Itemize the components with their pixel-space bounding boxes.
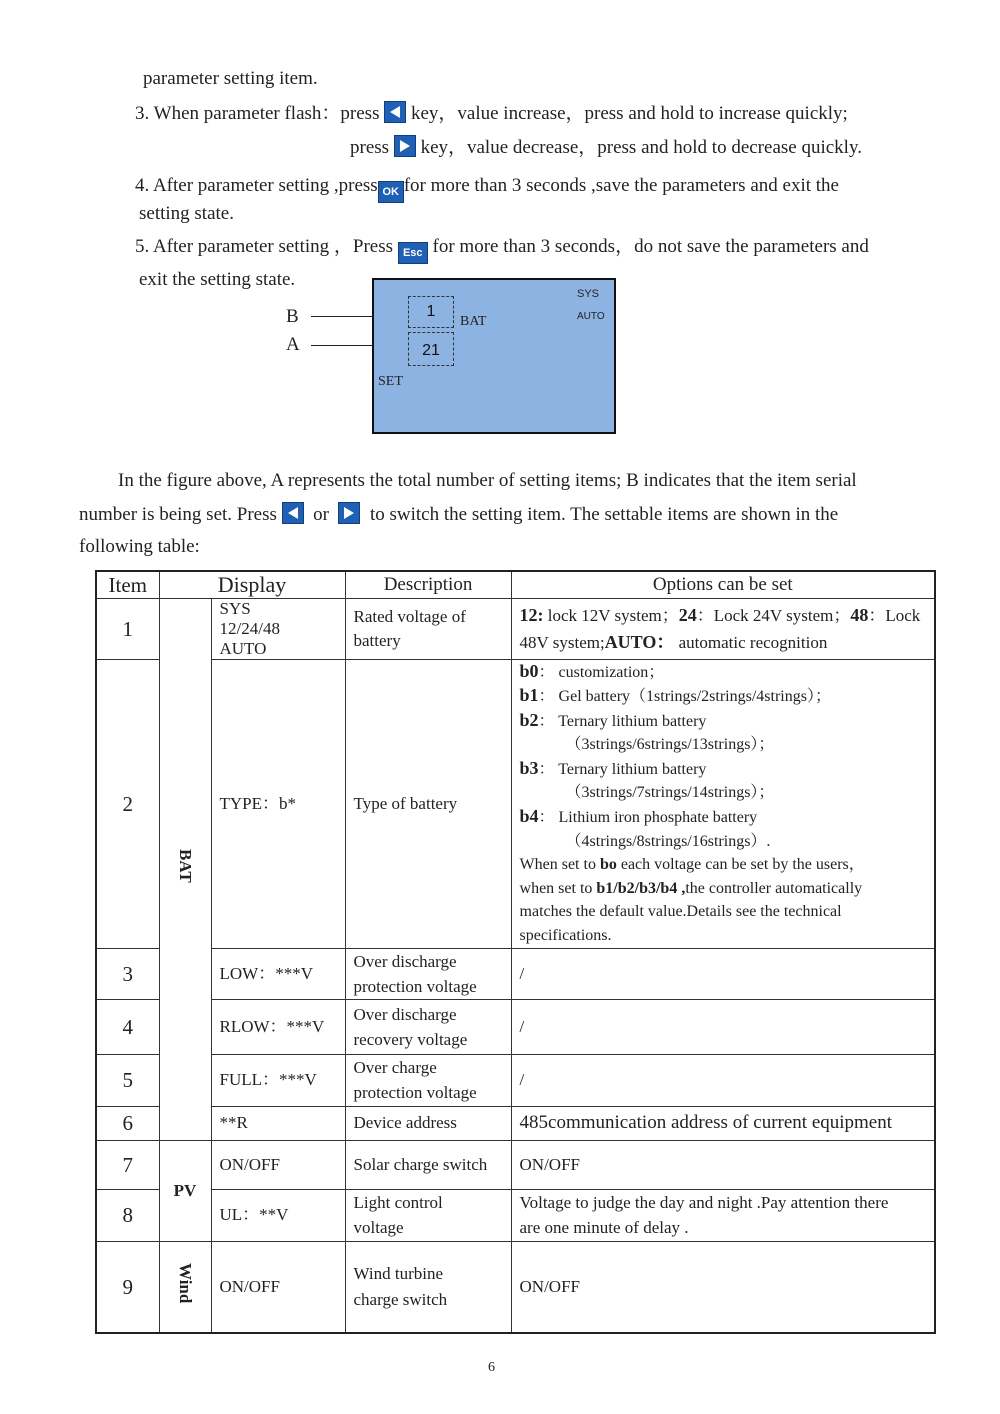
intro-line: parameter setting item. <box>143 68 318 89</box>
description-text: voltage <box>353 1218 404 1238</box>
step-number: 4. <box>135 175 150 196</box>
item-number: 1 <box>96 598 159 659</box>
option-text: ： Ternary lithium battery <box>538 712 707 730</box>
item-number: 8 <box>96 1189 159 1241</box>
option-text: ： Ternary lithium battery <box>538 760 707 778</box>
group-label: Wind <box>176 1263 195 1304</box>
option-line: matches the default value.Details see the technical <box>519 903 842 921</box>
step-5-cont: exit the setting state. <box>139 269 296 290</box>
label-b: B <box>286 306 299 327</box>
table-row <box>96 1054 935 1106</box>
paragraph-line <box>79 502 838 527</box>
description-text: Over charge <box>353 1058 437 1078</box>
paragraph-text: to switch the setting item. The settable items are shown in the <box>369 504 839 525</box>
lcd-set-label: SET <box>378 374 403 389</box>
option-text: ： Lithium iron phosphate battery <box>538 809 758 827</box>
description-cell <box>345 948 511 999</box>
group-label: BAT <box>176 848 195 883</box>
item-number: 6 <box>96 1106 159 1140</box>
option-text: lock 12V system； <box>543 605 679 625</box>
display-cell: FULL：***V <box>211 1054 345 1106</box>
option-text: are one minute of delay . <box>519 1218 689 1238</box>
option-text: Voltage to judge the day and night .Pay attention there <box>519 1193 889 1213</box>
option-text: each voltage can be set by the users， <box>616 856 865 874</box>
description-cell <box>345 999 511 1054</box>
table-row <box>96 1106 935 1140</box>
option-line <box>520 877 927 901</box>
option-key: b4 <box>519 806 539 827</box>
page-number: 6 <box>488 1360 495 1375</box>
label-a: A <box>286 334 300 355</box>
option-key: b1 <box>519 685 539 706</box>
table-row <box>96 659 935 948</box>
table-row <box>96 948 935 999</box>
display-cell: ON/OFF <box>211 1241 345 1333</box>
paragraph-line: following table: <box>79 536 200 557</box>
step-4-cont: setting state. <box>139 203 234 224</box>
options-cell <box>511 1189 935 1241</box>
right-arrow-key-icon <box>338 502 360 524</box>
display-cell: UL：**V <box>211 1189 345 1241</box>
option-key: b2 <box>519 709 539 730</box>
settings-table <box>95 570 936 1334</box>
table-row <box>96 598 935 659</box>
step-text: After parameter setting ,press <box>152 175 378 196</box>
option-key: b3 <box>519 757 539 778</box>
table-row <box>96 1140 935 1189</box>
option-line: （3strings/6strings/13strings）； <box>565 736 775 754</box>
options-cell: / <box>511 999 935 1054</box>
display-cell <box>211 598 345 659</box>
option-line: （3strings/7strings/14strings）； <box>565 784 775 802</box>
header-options: Options can be set <box>511 571 935 598</box>
step-3-cont <box>350 135 862 160</box>
options-cell: ON/OFF <box>511 1241 935 1333</box>
table-row <box>96 1241 935 1333</box>
table-row <box>96 1189 935 1241</box>
description-cell: Device address <box>345 1106 511 1140</box>
description-cell: Type of battery <box>345 659 511 948</box>
option-text: automatic recognition <box>674 632 828 652</box>
option-text: when set to <box>519 879 597 897</box>
display-cell: ON/OFF <box>211 1140 345 1189</box>
option-text: ： customization； <box>538 663 665 681</box>
description-text: protection voltage <box>353 976 477 996</box>
option-key: bo <box>599 856 617 874</box>
options-cell: / <box>511 948 935 999</box>
step-text: After parameter setting ，Press <box>152 236 394 257</box>
serial-number-box: 1 <box>408 296 454 328</box>
lcd-sys-label: SYS <box>577 288 600 300</box>
header-display: Display <box>159 571 345 598</box>
item-number: 2 <box>96 659 159 948</box>
table-row <box>96 999 935 1054</box>
group-label: PV <box>173 1180 197 1200</box>
header-item: Item <box>96 571 159 598</box>
description-text: Over discharge <box>353 951 457 971</box>
step-text: When parameter flash：press <box>153 103 380 124</box>
option-line: specifications. <box>519 927 612 945</box>
header-description: Description <box>345 571 511 598</box>
description-text: Light control <box>353 1193 443 1213</box>
step-text: press <box>350 137 390 158</box>
step-text: for more than 3 seconds，do not save the parameters and <box>432 236 869 257</box>
option-key: AUTO： <box>604 631 675 652</box>
paragraph-text: number is being set. Press <box>79 504 277 525</box>
display-cell: RLOW：***V <box>211 999 345 1054</box>
right-arrow-key-icon <box>394 135 416 157</box>
option-text: ：Lock 24V system； <box>696 605 851 625</box>
option-text: ：Lock <box>868 605 921 625</box>
options-cell <box>511 598 935 659</box>
esc-key-icon: Esc <box>398 242 428 264</box>
display-cell: **R <box>211 1106 345 1140</box>
option-key: b1/b2/b3/b4 , <box>596 879 686 897</box>
description-text: Over discharge <box>353 1004 457 1024</box>
description-cell <box>345 1241 511 1333</box>
option-text: the controller automatically <box>685 879 863 897</box>
option-line <box>520 660 927 685</box>
lcd-auto-label: AUTO <box>577 311 605 322</box>
item-number: 9 <box>96 1241 159 1333</box>
description-cell <box>345 1054 511 1106</box>
option-key: 24 <box>678 604 697 625</box>
option-key: 48 <box>850 604 869 625</box>
option-line <box>520 853 927 877</box>
option-key: b0 <box>519 660 539 681</box>
item-number: 4 <box>96 999 159 1054</box>
description-text: protection voltage <box>353 1083 477 1103</box>
lcd-bat-label: BAT <box>460 314 487 329</box>
paragraph-text: or <box>313 504 329 525</box>
option-key: 12: <box>519 604 544 625</box>
table-header-row <box>96 571 935 598</box>
options-cell: 485communication address of current equipment <box>511 1106 935 1140</box>
option-line: （4strings/8strings/16strings）. <box>565 832 771 850</box>
group-wind <box>159 1241 211 1333</box>
step-number: 3. <box>135 103 150 124</box>
item-number: 5 <box>96 1054 159 1106</box>
item-number: 3 <box>96 948 159 999</box>
description-cell <box>345 1189 511 1241</box>
options-cell: ON/OFF <box>511 1140 935 1189</box>
display-text: AUTO <box>219 638 267 658</box>
group-pv <box>159 1140 211 1241</box>
description-text: charge switch <box>353 1289 448 1309</box>
option-text: ： Gel battery（1strings/2strings/4strings）； <box>538 688 831 706</box>
group-bat <box>159 598 211 1140</box>
option-text: When set to <box>519 856 600 874</box>
step-5 <box>135 235 869 264</box>
description-cell: Rated voltage of battery <box>345 598 511 659</box>
display-text: 12/24/48 <box>219 618 280 638</box>
option-line <box>520 757 927 782</box>
description-text: Wind turbine <box>353 1263 444 1283</box>
step-4 <box>135 174 839 203</box>
left-arrow-key-icon <box>384 101 406 123</box>
option-line <box>520 684 927 709</box>
step-3 <box>135 101 848 126</box>
description-text: recovery voltage <box>353 1029 468 1049</box>
total-items-box: 21 <box>408 332 454 366</box>
option-text: 48V system; <box>519 632 605 652</box>
option-line <box>520 709 927 734</box>
options-cell: / <box>511 1054 935 1106</box>
item-number: 7 <box>96 1140 159 1189</box>
display-cell: TYPE：b* <box>211 659 345 948</box>
description-cell: Solar charge switch <box>345 1140 511 1189</box>
display-text: SYS <box>219 598 251 618</box>
option-line <box>520 805 927 830</box>
step-text: for more than 3 seconds ,save the parameters and exit the <box>403 175 839 196</box>
left-arrow-key-icon <box>282 502 304 524</box>
ok-key-icon: OK <box>378 181 404 203</box>
step-number: 5. <box>135 236 150 257</box>
step-text: key，value increase，press and hold to increase quickly; <box>410 103 848 124</box>
step-text: key，value decrease，press and hold to decrease quickly. <box>420 137 862 158</box>
options-cell <box>511 659 935 948</box>
lcd-display <box>372 278 616 434</box>
display-cell: LOW：***V <box>211 948 345 999</box>
paragraph-line: In the figure above, A represents the total number of setting items; B indicates that the item serial <box>118 470 857 491</box>
